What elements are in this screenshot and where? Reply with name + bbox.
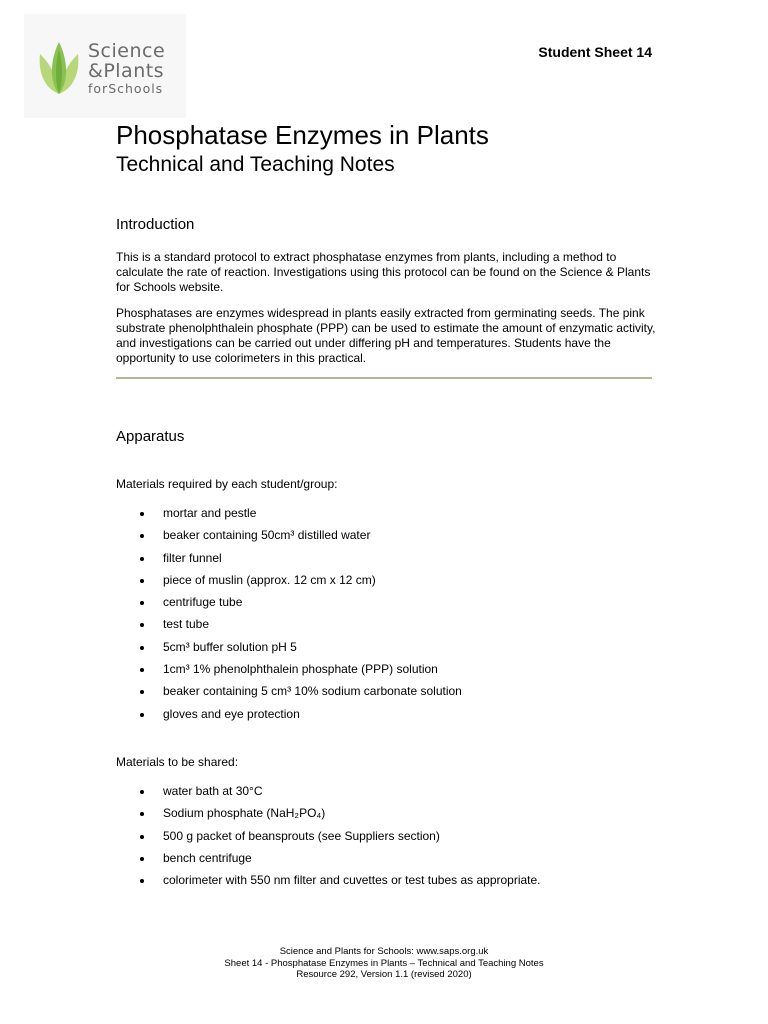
logo-text-science: Science (88, 40, 166, 62)
leaf-logo-icon (36, 38, 82, 96)
footer-version: Resource 292, Version 1.1 (revised 2020) (296, 969, 472, 980)
page-subtitle: Technical and Teaching Notes (116, 153, 395, 176)
list-item (0, 873, 541, 895)
bullet-icon (140, 857, 144, 861)
bullet-icon (140, 601, 144, 605)
bullet-icon (140, 579, 144, 583)
sheet-label: Student Sheet 14 (538, 44, 652, 60)
list-item (0, 640, 462, 662)
shared-materials-list (0, 784, 541, 895)
bullet-icon (140, 512, 144, 516)
bullet-icon (140, 623, 144, 627)
list-item (0, 684, 462, 706)
list-item-text: gloves and eye protection (163, 706, 300, 721)
group-materials-list (0, 506, 462, 729)
bullet-icon (140, 646, 144, 650)
list-item-text: beaker containing 50cm³ distilled water (163, 528, 371, 543)
list-item (0, 851, 541, 873)
section-divider (116, 377, 652, 379)
list-item-text: 5cm³ buffer solution pH 5 (163, 639, 297, 654)
bullet-icon (140, 812, 144, 816)
bullet-icon (140, 690, 144, 694)
list-item-text: beaker containing 5 cm³ 10% sodium carbonate solution (163, 684, 462, 699)
list-item-text: 500 g packet of beansprouts (see Suppliers section) (163, 828, 440, 843)
list-item (0, 573, 462, 595)
list-item (0, 506, 462, 528)
list-item-text: mortar and pestle (163, 506, 257, 520)
list-item-text: Sodium phosphate (NaH₂PO₄) (163, 806, 326, 821)
list-item-text: 1cm³ 1% phenolphthalein phosphate (PPP) solution (163, 662, 438, 677)
list-item (0, 595, 462, 617)
bullet-icon (140, 534, 144, 538)
introduction-paragraph-2: Phosphatases are enzymes widespread in plants easily extracted from germinating seeds. The pink substrate phenolphthalein phosphate (PPP) can be used to estimate the amount of enzymatic activity, and investigations can be carried out under differing pH and temperatures. Students have the opportunity to use colorimeters in this practical. (116, 306, 656, 365)
list-item-text: piece of muslin (approx. 12 cm x 12 cm) (163, 572, 376, 587)
list-item (0, 806, 541, 828)
bullet-icon (140, 835, 144, 839)
list-item (0, 551, 462, 573)
list-item (0, 528, 462, 550)
group-materials-label: Materials required by each student/group: (116, 477, 338, 491)
list-item-text: filter funnel (163, 550, 222, 565)
list-item-text: water bath at 30°C (163, 784, 263, 798)
footer-sheet-title: Sheet 14 - Phosphatase Enzymes in Plants – Technical and Teaching Notes (224, 957, 544, 969)
list-item (0, 829, 541, 851)
bullet-icon (140, 668, 144, 672)
bullet-icon (140, 713, 144, 717)
introduction-heading: Introduction (116, 216, 195, 233)
list-item (0, 707, 462, 729)
footer-website: Science and Plants for Schools: www.saps.org.uk (279, 946, 489, 957)
list-item (0, 784, 541, 806)
list-item-text: centrifuge tube (163, 595, 243, 610)
logo-text-schools: forSchools (88, 81, 164, 96)
list-item-text: test tube (163, 617, 210, 632)
list-item-text: bench centrifuge (163, 850, 252, 865)
logo-text-plants: &Plants (88, 60, 165, 82)
list-item-text: colorimeter with 550 nm filter and cuvettes or test tubes as appropriate. (163, 873, 541, 888)
shared-materials-label: Materials to be shared: (116, 755, 239, 769)
list-item (0, 662, 462, 684)
saps-logo (24, 14, 186, 118)
bullet-icon (140, 879, 144, 883)
bullet-icon (140, 557, 144, 561)
bullet-icon (140, 790, 144, 794)
introduction-paragraph-1: This is a standard protocol to extract phosphatase enzymes from plants, including a method to calculate the rate of reaction. Investigations using this protocol can be found on the Science & Plants for Schools website. (116, 250, 651, 294)
page-title: Phosphatase Enzymes in Plants (116, 120, 489, 150)
apparatus-heading: Apparatus (116, 428, 185, 445)
list-item (0, 617, 462, 639)
page-footer (0, 946, 768, 981)
